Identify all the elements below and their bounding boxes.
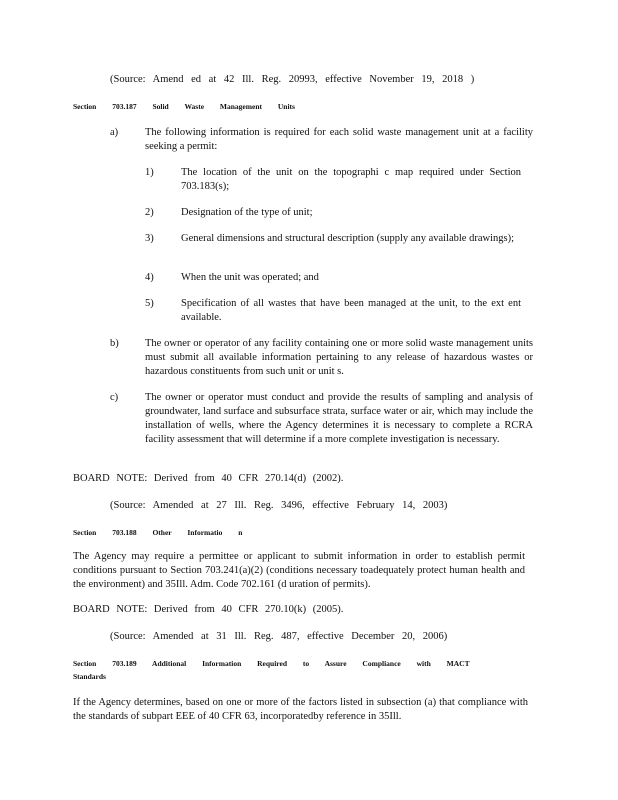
section-703-189-heading-cont: Standards — [73, 672, 106, 681]
item-c-text: The owner or operator must conduct and provide the results of sampling and analysis of groundwater, land surface and subsurface strata, surface water or air, which may include the installation of wells, where the Agency determines it is necessary to complete a RCRA facility assessment that will determine if a more complete investigation is necessary. — [145, 392, 533, 445]
section-703-187-heading: Section 703.187 Solid Waste Management Units — [73, 102, 295, 111]
section-188-body: The Agency may require a permittee or applicant to submit information in order to establish permit conditions pursuant to Section 703.241(a)(2) (conditions necessary toadequately protect human health and the environment) and 35Ill. Adm. Code 702.161 (d uration of permits). — [73, 551, 525, 590]
section-703-188-heading: Section 703.188 Other Informatio n — [73, 528, 243, 537]
subitem-2-label: 2) — [145, 207, 154, 218]
item-a-label: a) — [110, 127, 119, 138]
source-note-42-ill-reg: (Source: Amend ed at 42 Ill. Reg. 20993, effective November 19, 2018 ) — [110, 74, 475, 85]
item-b-label: b) — [110, 338, 119, 349]
section-189-body: If the Agency determines, based on one or more of the factors listed in subsection (a) that compliance with the standards of subpart EEE of 40 CFR 63, incorporatedby reference in 35Ill. — [73, 697, 528, 722]
board-note-188: BOARD NOTE: Derived from 40 CFR 270.10(k) (2005). — [73, 604, 344, 615]
item-a-text: The following information is required for each solid waste management unit at a facility seeking a permit: — [145, 127, 533, 152]
subitem-3-text: General dimensions and structural description (supply any available drawings); — [181, 233, 514, 244]
item-c-label: c) — [110, 392, 119, 403]
item-b-text: The owner or operator of any facility containing one or more solid waste management units must submit all available information pertaining to any release of hazardous wastes or hazardous constituents from such unit or unit s. — [145, 338, 533, 377]
section-703-189-heading: Section 703.189 Additional Information Required to Assure Compliance with MACT — [73, 659, 470, 668]
subitem-5-label: 5) — [145, 298, 154, 309]
subitem-2-text: Designation of the type of unit; — [181, 207, 313, 218]
subitem-4-label: 4) — [145, 272, 154, 283]
source-note-187: (Source: Amended at 27 Ill. Reg. 3496, effective February 14, 2003) — [110, 500, 448, 511]
subitem-1-label: 1) — [145, 167, 154, 178]
subitem-4-text: When the unit was operated; and — [181, 272, 319, 283]
subitem-5-text: Specification of all wastes that have been managed at the unit, to the ext ent available. — [181, 298, 521, 323]
board-note-187: BOARD NOTE: Derived from 40 CFR 270.14(d) (2002). — [73, 473, 344, 484]
source-note-188: (Source: Amended at 31 Ill. Reg. 487, effective December 20, 2006) — [110, 631, 448, 642]
subitem-1-text: The location of the unit on the topographi c map required under Section 703.183(s); — [181, 167, 521, 192]
subitem-3-label: 3) — [145, 233, 154, 244]
